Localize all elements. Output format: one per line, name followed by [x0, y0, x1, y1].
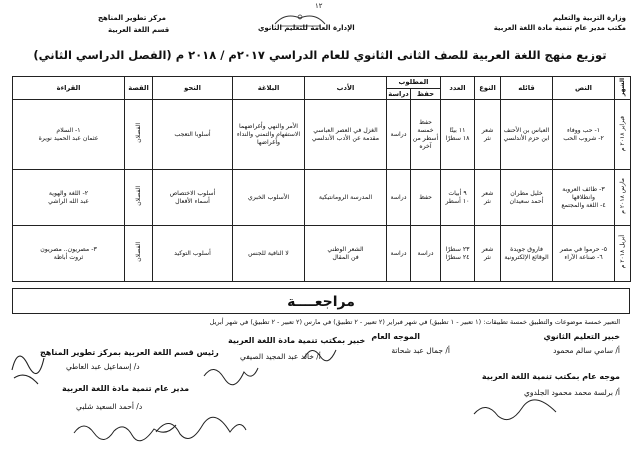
cell-type: شعر نثر [475, 226, 501, 282]
curriculum-table [12, 76, 631, 282]
signature-name: أ/ جمال عبد شحاتة [391, 346, 450, 355]
review-banner: مراجعــــة [12, 288, 630, 314]
cell-rhetoric: الأمر والنهي وأغراضهما الاستفهام والتمني والنداء وأغراضها [233, 100, 305, 170]
header-grammar: النحو [153, 77, 233, 100]
page-title: توزيع منهج اللغة العربية للصف الثانى الثانوي للعام الدراسي ٢٠١٧م / ٢٠١٨ م (الفصل الدراسي الثاني) [33, 48, 607, 62]
header-study: دراسة [388, 89, 409, 98]
signature-title: رئيس قسم اللغة العربية بمركز تطوير المناهج [40, 348, 219, 357]
cell-month: أبريل ٢٠١٨ م [615, 226, 631, 282]
signature-title: خبير التعليم الثانوي [543, 332, 620, 341]
cell-text: ٣- طائف العروبة وانطلاقها ٤- اللغة والمجتمع [553, 170, 615, 226]
header-reading: القراءة [13, 77, 125, 100]
signature-title: موجه عام بمكتب تنمية اللغة العربية [481, 372, 620, 381]
cell-type: شعر نثر [475, 100, 501, 170]
header-month: الشهر [615, 77, 631, 100]
arabic-department: قسم اللغة العربية [108, 26, 170, 34]
cell-literature: الشعر الوطني فن المقال [305, 226, 387, 282]
cell-month: مارس ٢٠١٨ م [615, 170, 631, 226]
cell-literature: الغزل في العصر العباسي مقدمة عن الأدب الأندلسي [305, 100, 387, 170]
cell-count: ٢٣ سطرًا ٢٤ سطرًا [441, 226, 475, 282]
cell-reading: ٣- مصريون.. مصريون ثروت أباظة [13, 226, 125, 282]
cell-month: فبراير ٢٠١٨ م [615, 100, 631, 170]
cell-author: فاروق جويدة الوقائع الإلكترونية [501, 226, 553, 282]
cell-rhetoric: لا النافية للجنس [233, 226, 305, 282]
expression-note: التعبير خمسة موضوعات والتطبيق خمسة تطبيقات: (١ تعبير - ١ تطبيق) في شهر فبراير (٢ تعبير - ٢ تطبيق) في مارس (٢ تعبير - ٢ تطبيق) في شهر أبريل [209, 318, 620, 326]
cell-author: خليل مطران أحمد سعيدان [501, 170, 553, 226]
header-memorize: حفظ [411, 88, 441, 100]
handwritten-signature-icon [470, 396, 560, 426]
cell-grammar: أسلوبا التعجب [153, 100, 233, 170]
cell-story: الفصلان [125, 170, 153, 226]
cell-literature: المدرسة الرومانتيكية [305, 170, 387, 226]
cell-text: ٥- حرموا في مصر ٦- صناعة الآراء [553, 226, 615, 282]
header-rhetoric: البلاغة [233, 77, 305, 100]
signature-title: خبير بمكتب تنمية مادة اللغة العربية [228, 336, 366, 345]
cell-type: شعر نثر [475, 170, 501, 226]
signature-name: د/ أحمد السعيد شلبي [76, 402, 143, 411]
signature-title: مدير عام تنمية مادة اللغة العربية [62, 384, 190, 393]
curriculum-center: مركز تطوير المناهج [98, 14, 166, 22]
header-author: قائله [501, 77, 553, 100]
header-required: المطلوب [387, 77, 441, 89]
signature-name: أ/ برلسة محمد محمود الجلدوي [523, 388, 620, 397]
cell-study: دراسة [387, 226, 411, 282]
signature-title: الموجه العام [371, 332, 420, 341]
header-literature: الأدب [305, 77, 387, 100]
table-row [13, 100, 631, 170]
ministry-office: مكتب مدير عام تنمية مادة اللغة العربية [493, 24, 626, 32]
handwritten-signature-icon [300, 340, 340, 366]
header-story: القصة [125, 77, 153, 100]
cell-text: ١- حب ووفاء ٢- شروب الحب [553, 100, 615, 170]
cell-count: ٩ أبيات ١٠ أسطر [441, 170, 475, 226]
header-type: النوع [475, 77, 501, 100]
cell-grammar: أسلوب التوكيد [153, 226, 233, 282]
cell-grammar: أسلوب الاختصاص أسماء الأفعال [153, 170, 233, 226]
cell-count: ١١ بيتًا ١٨ سطرًا [441, 100, 475, 170]
cell-reading: ٢- اللغة والهوية عبد الله الراشي [13, 170, 125, 226]
cell-memorize: حفظ خمسة أسطر من آخره [411, 100, 441, 170]
cell-story: الفصلان [125, 100, 153, 170]
cell-author: العباس بن الأحنف ابن حزم الأندلسي [501, 100, 553, 170]
table-header-row [13, 77, 631, 89]
handwritten-signature-icon [8, 340, 48, 390]
cell-story: الفصلان [125, 226, 153, 282]
table-row [13, 226, 631, 282]
ministry-name: وزارة التربية والتعليم [552, 14, 626, 22]
header-count: العدد [441, 77, 475, 100]
cell-study: دراسة [387, 100, 411, 170]
cell-study: دراسة [387, 170, 411, 226]
signature-name: أ/ سامي سالم محمود [553, 346, 620, 355]
general-administration: الإدارة العامة للتعليم الثانوي [258, 24, 355, 32]
header-text: النص [553, 77, 615, 100]
cell-memorize: حفظ [411, 170, 441, 226]
handwritten-signature-icon [200, 360, 260, 390]
cell-memorize: دراسة [411, 226, 441, 282]
page-number: ١٢ [315, 2, 323, 10]
table-row [13, 170, 631, 226]
signature-name: أ/ خالد عبد المجيد الصيفي [240, 352, 321, 361]
signature-name: د/ إسماعيل عبد العاطي [66, 362, 140, 371]
cell-reading: ١- السلام عثمان عبد الحميد نويرة [13, 100, 125, 170]
handwritten-signature-icon [150, 412, 250, 446]
cell-rhetoric: الأسلوب الخبري [233, 170, 305, 226]
